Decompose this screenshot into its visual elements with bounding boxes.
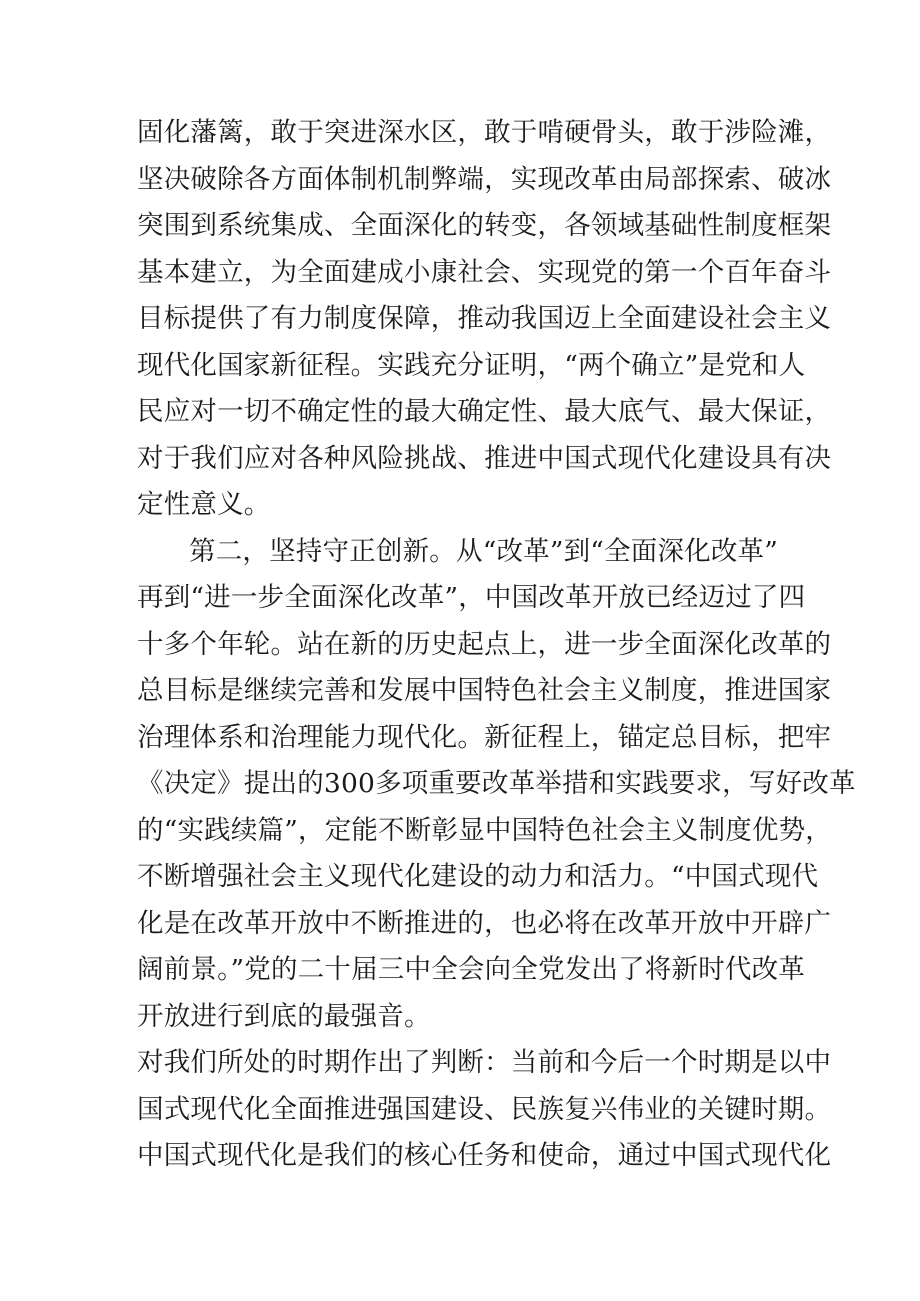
text-line: 对我们所处的时期作出了判断：当前和今后一个时期是以中 (137, 1047, 832, 1078)
text-line: 十多个年轮。站在新的历史起点上，进一步全面深化改革的 (137, 628, 832, 660)
text-line: 总目标是继续完善和发展中国特色社会主义制度，推进国家 (137, 675, 832, 706)
text-line: 开放进行到底的最强音。 (137, 1000, 431, 1032)
text-line: 固化藩篱，敢于突进深水区，敢于啃硬骨头，敢于涉险滩， (137, 117, 832, 148)
text-line: 化是在改革开放中不断推进的，也必将在改革开放中开辟广 (137, 907, 832, 939)
text-line: 坚决破除各方面体制机制弊端，实现改革由局部探索、破冰 (137, 163, 832, 195)
document-body (137, 110, 856, 1180)
text-line: 现代化国家新征程。实践充分证明，“两个确立”是党和人 (137, 349, 806, 381)
text-line: 不断增强社会主义现代化建设的动力和活力。“中国式现代 (137, 861, 819, 892)
text-line: 国式现代化全面推进强国建设、民族复兴伟业的关键时期。 (137, 1093, 832, 1125)
text-line: 《决定》提出的300多项重要改革举措和实践要求，写好改革 (137, 768, 856, 799)
paragraph-2 (137, 529, 856, 1041)
text-line: 定性意义。 (137, 489, 271, 520)
text-line: 目标提供了有力制度保障，推动我国迈上全面建设社会主义 (137, 303, 832, 334)
text-line: 突围到系统集成、全面深化的转变，各领域基础性制度框架 (137, 210, 832, 241)
paragraph-1 (137, 110, 832, 529)
text-line: 阔前景。”党的二十届三中全会向全党发出了将新时代改革 (137, 954, 805, 985)
text-line: 第二，坚持守正创新。从“改革”到“全面深化改革” (189, 535, 778, 567)
text-line: 的“实践续篇”，定能不断彰显中国特色社会主义制度优势， (137, 814, 832, 846)
text-line: 治理体系和治理能力现代化。新征程上，锚定总目标，把牢 (137, 721, 832, 753)
text-line: 民应对一切不确定性的最大确定性、最大底气、最大保证， (137, 396, 832, 427)
text-line: 对于我们应对各种风险挑战、推进中国式现代化建设具有决 (137, 442, 832, 474)
text-line: 基本建立，为全面建成小康社会、实现党的第一个百年奋斗 (137, 256, 832, 288)
text-line: 再到“进一步全面深化改革”，中国改革开放已经迈过了四 (137, 582, 806, 613)
text-line: 中国式现代化是我们的核心任务和使命，通过中国式现代化 (137, 1140, 832, 1171)
paragraph-3 (137, 1040, 832, 1180)
